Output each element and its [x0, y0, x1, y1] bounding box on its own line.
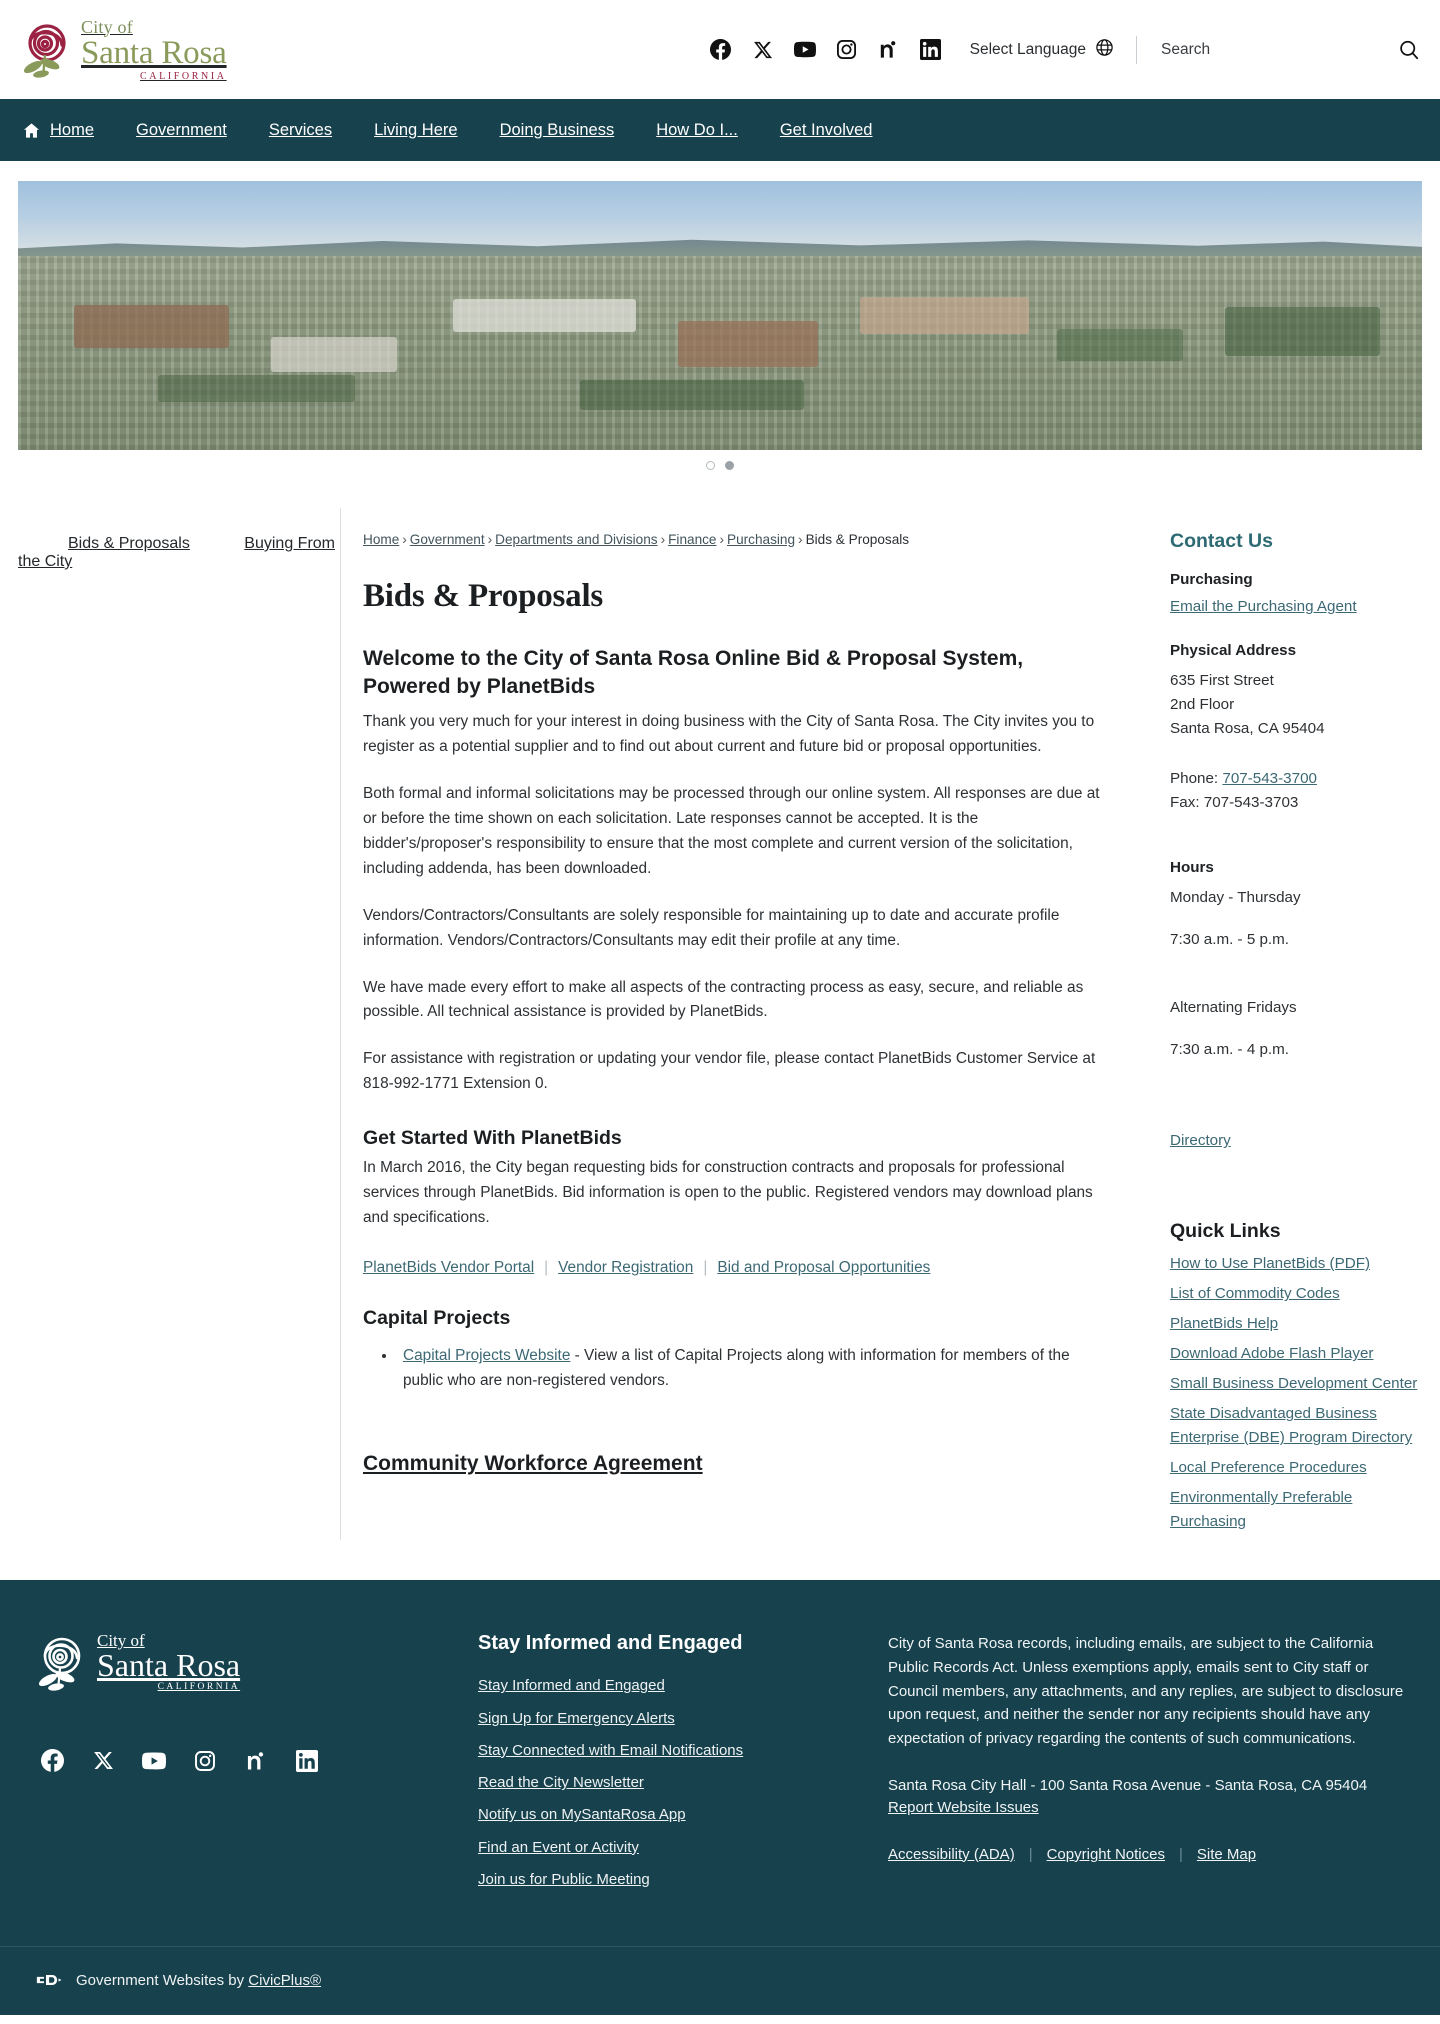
physical-address-label: Physical Address: [1170, 642, 1297, 659]
footer-bottom-bar: [0, 1946, 1440, 2015]
page-body: [0, 490, 1440, 1580]
welcome-paragraph-5: For assistance with registration or updating your vendor file, please contact PlanetBids Customer Service at 818-992-1771 Extension 0.: [363, 1050, 1096, 1093]
footer-link-email-notifications[interactable]: Stay Connected with Email Notifications: [478, 1741, 744, 1759]
footer-link-stay-informed[interactable]: Stay Informed and Engaged: [478, 1677, 665, 1695]
link-separator: |: [544, 1259, 549, 1277]
footer-logo-name-text: Santa Rosa: [97, 1647, 241, 1684]
instagram-icon[interactable]: [193, 1749, 217, 1773]
rose-logo-icon: [36, 1634, 88, 1692]
hours-line-1: Monday - Thursday: [1170, 889, 1301, 907]
capital-projects-list: [397, 1344, 1106, 1394]
footer-city-hall-address: Santa Rosa City Hall - 100 Santa Rosa Avenue - Santa Rosa, CA 95404: [888, 1776, 1368, 1794]
footer-report-issues-row: [888, 1797, 1412, 1820]
footer-link-public-meeting[interactable]: Join us for Public Meeting: [478, 1870, 650, 1888]
get-started-paragraph: In March 2016, the City began requesting bids for construction contracts and proposals for professional services through PlanetBids. Bid information is open to the public. Registered vendors may download plans and specifications.: [363, 1159, 1093, 1227]
phone-row: [1170, 767, 1422, 791]
footer-logo-column: [18, 1632, 478, 1900]
quick-link-small-business-development-center[interactable]: Small Business Development Center: [1170, 1375, 1418, 1393]
footer-legal-column: [888, 1632, 1422, 1900]
footer-logo[interactable]: [36, 1632, 478, 1693]
hours-label: Hours: [1170, 859, 1214, 877]
breadcrumb-separator: ›: [719, 532, 725, 547]
footer-main: [0, 1580, 1440, 1946]
list-item: [397, 1344, 1106, 1394]
link-vendor-registration[interactable]: Vendor Registration: [558, 1259, 694, 1277]
main-content: [340, 508, 1142, 1540]
breadcrumb-separator: ›: [660, 532, 666, 547]
nextdoor-icon[interactable]: [244, 1749, 268, 1773]
address-line-3: Santa Rosa, CA 95404: [1170, 720, 1325, 738]
breadcrumb-departments[interactable]: Departments and Divisions: [495, 532, 658, 547]
address-line-2: 2nd Floor: [1170, 696, 1235, 714]
quick-link-how-to-use-planetbids[interactable]: How to Use PlanetBids (PDF): [1170, 1255, 1371, 1273]
logo-state-text: CALIFORNIA: [140, 70, 227, 82]
x-twitter-icon[interactable]: [752, 39, 774, 61]
welcome-paragraph-3: Vendors/Contractors/Consultants are solely responsible for maintaining up to date and accurate profile information. Vendors/Contractors/Consultants may edit their profile at any time.: [363, 906, 1060, 949]
footer-logo-wordmark: [97, 1632, 240, 1693]
link-separator: |: [1178, 1845, 1183, 1863]
sidebar-item-bids-proposals[interactable]: Bids & Proposals: [68, 535, 190, 552]
phone-link[interactable]: 707-543-3700: [1222, 770, 1317, 788]
breadcrumb-purchasing[interactable]: Purchasing: [727, 532, 796, 547]
contact-department-label: Purchasing: [1170, 571, 1253, 588]
planetbids-link-row: [363, 1259, 1106, 1277]
hero-image: [18, 181, 1422, 450]
footer-link-copyright-notices[interactable]: Copyright Notices: [1046, 1845, 1165, 1863]
quick-link-local-preference-procedures[interactable]: Local Preference Procedures: [1170, 1459, 1367, 1477]
footer-link-mysantarosa-app[interactable]: Notify us on MySantaRosa App: [478, 1806, 686, 1824]
footer-logo-city-text: City of: [97, 1631, 145, 1651]
footer-link-site-map[interactable]: Site Map: [1196, 1845, 1257, 1863]
youtube-icon[interactable]: [794, 39, 816, 61]
quick-link-commodity-codes[interactable]: List of Commodity Codes: [1170, 1285, 1340, 1303]
header-utility-area: [710, 36, 1422, 64]
capital-projects-description: - View a list of Capital Projects along with information for members of the public who are non-registered vendors.: [403, 1347, 1070, 1390]
nav-item-how-do-i[interactable]: How Do I...: [656, 120, 738, 139]
nav-item-doing-business[interactable]: Doing Business: [499, 120, 615, 139]
hours-line-4: 7:30 a.m. - 4 p.m.: [1170, 1041, 1290, 1059]
youtube-icon[interactable]: [142, 1749, 166, 1773]
footer-link-find-event[interactable]: Find an Event or Activity: [478, 1838, 639, 1856]
footer-attribution: [76, 1972, 321, 1989]
civicplus-link[interactable]: CivicPlus®: [248, 1971, 322, 1989]
address-line-1: 635 First Street: [1170, 672, 1274, 689]
quick-link-environmentally-preferable-purchasing[interactable]: Environmentally Preferable Purchasing: [1170, 1489, 1353, 1531]
header-social-links: [710, 39, 942, 61]
nav-item-services[interactable]: Services: [268, 120, 333, 139]
logo-city-text: City of: [81, 16, 133, 37]
footer-legal-links: [888, 1846, 1412, 1863]
welcome-paragraph-4: We have made every effort to make all aspects of the contracting process as easy, secure, and reliable as possible. All technical assistance is provided by PlanetBids.: [363, 978, 1084, 1021]
breadcrumb-separator: ›: [798, 532, 803, 547]
instagram-icon[interactable]: [836, 39, 858, 61]
site-footer: [0, 1580, 1440, 2015]
breadcrumb-finance[interactable]: Finance: [668, 532, 717, 547]
search-button[interactable]: [1396, 37, 1422, 63]
linkedin-icon[interactable]: [295, 1749, 319, 1773]
breadcrumb-separator: ›: [487, 532, 493, 547]
footer-records-disclaimer: City of Santa Rosa records, including emails, are subject to the California Public Records Act. Unless exemptions apply, emails sent to City staff or Council members, any attachments, and any replies, are subject to disclosure upon request, and neither the sender nor any recipients should have any expectation of privacy regarding the contents of such communications.: [888, 1635, 1404, 1748]
breadcrumb-separator: ›: [402, 532, 407, 547]
right-sidebar: [1142, 508, 1422, 1540]
page-title: Bids & Proposals: [363, 578, 604, 615]
footer-link-report-website-issues[interactable]: Report Website Issues: [888, 1799, 1039, 1817]
breadcrumb-government[interactable]: Government: [409, 532, 485, 547]
link-separator: |: [1028, 1845, 1033, 1863]
hero-sky: [18, 181, 1422, 251]
logo-wordmark: [81, 18, 227, 82]
footer-link-emergency-alerts[interactable]: Sign Up for Emergency Alerts: [478, 1709, 675, 1727]
language-selector[interactable]: [970, 38, 1136, 62]
email-purchasing-agent-link[interactable]: Email the Purchasing Agent: [1170, 598, 1357, 615]
quick-link-adobe-flash-player[interactable]: Download Adobe Flash Player: [1170, 1345, 1374, 1363]
left-sidebar: [18, 508, 340, 1540]
get-started-heading: Get Started With PlanetBids: [363, 1127, 622, 1150]
footer-links-column: [478, 1632, 888, 1900]
x-twitter-icon[interactable]: [91, 1749, 115, 1773]
facebook-icon[interactable]: [40, 1749, 64, 1773]
nav-item-get-involved[interactable]: Get Involved: [779, 120, 873, 139]
logo-name-text: Santa Rosa: [81, 34, 227, 71]
directory-link[interactable]: Directory: [1170, 1132, 1231, 1150]
rose-logo-icon: [21, 21, 73, 79]
hours-line-3: Alternating Fridays: [1170, 999, 1297, 1017]
search-input[interactable]: [1161, 41, 1396, 59]
link-capital-projects-website[interactable]: Capital Projects Website: [403, 1347, 571, 1365]
breadcrumb-current: Bids & Proposals: [805, 532, 910, 547]
breadcrumb: [363, 530, 1106, 549]
sidebar-item-buying-from-the-city[interactable]: Buying From the City: [18, 535, 335, 570]
site-logo[interactable]: [18, 18, 227, 82]
carousel-dots: [18, 450, 1422, 490]
welcome-paragraph-2: Both formal and informal solicitations may be processed through our online system. All responses are due at or before the time shown on each solicitation. Late responses cannot be accepted. It is the bidder's/proposer's responsibility to ensure that the most complete and current version of the solicitation, including addenda, has been downloaded.: [363, 784, 1100, 877]
carousel-dot-1[interactable]: [706, 461, 715, 470]
quick-link-planetbids-help[interactable]: PlanetBids Help: [1170, 1315, 1279, 1333]
footer-link-accessibility[interactable]: Accessibility (ADA): [888, 1845, 1015, 1863]
link-planetbids-vendor-portal[interactable]: PlanetBids Vendor Portal: [363, 1259, 535, 1277]
home-icon: [22, 121, 41, 140]
footer-link-city-newsletter[interactable]: Read the City Newsletter: [478, 1774, 644, 1792]
footer-logo-state-text: CALIFORNIA: [157, 1682, 241, 1693]
capital-projects-heading: Capital Projects: [363, 1307, 511, 1330]
footer-attribution-prefix: Government Websites by: [76, 1971, 249, 1989]
footer-social-links: [36, 1749, 478, 1773]
breadcrumb-home[interactable]: Home: [363, 532, 400, 547]
fax-line: Fax: 707-543-3703: [1170, 794, 1299, 812]
globe-icon: [1095, 38, 1114, 62]
contact-us-heading: Contact Us: [1170, 530, 1273, 552]
nav-item-living-here[interactable]: Living Here: [374, 120, 458, 139]
civicplus-logo-icon: [36, 1971, 62, 1989]
quick-links-heading: Quick Links: [1170, 1220, 1281, 1243]
facebook-icon[interactable]: [710, 39, 732, 61]
site-header: [0, 0, 1440, 99]
welcome-paragraph-1: Thank you very much for your interest in doing business with the City of Santa Rosa. The City invites you to register as a potential supplier and to find out about current and future bid or proposal opportunities.: [363, 712, 1095, 755]
nav-item-home[interactable]: [18, 99, 115, 161]
carousel-dot-2[interactable]: [725, 461, 734, 470]
nextdoor-icon[interactable]: [878, 39, 900, 61]
welcome-heading: Welcome to the City of Santa Rosa Online Bid & Proposal System, Powered by PlanetBids: [363, 647, 1024, 698]
quick-link-dbe-program-directory[interactable]: State Disadvantaged Business Enterprise (DBE) Program Directory: [1170, 1405, 1413, 1447]
site-search: [1137, 37, 1422, 63]
nav-item-government[interactable]: Government: [136, 120, 227, 139]
community-workforce-agreement-link[interactable]: Community Workforce Agreement: [363, 1452, 703, 1476]
linkedin-icon[interactable]: [920, 39, 942, 61]
primary-navigation: [0, 99, 1440, 161]
hours-line-2: 7:30 a.m. - 5 p.m.: [1170, 931, 1290, 949]
quick-links-list: [1170, 1252, 1422, 1534]
language-selector-label: Select Language: [969, 40, 1086, 58]
link-separator: |: [703, 1259, 708, 1277]
phone-label: Phone:: [1170, 770, 1219, 788]
nav-item-home-label: Home: [50, 120, 95, 139]
link-bid-and-proposal-opportunities[interactable]: Bid and Proposal Opportunities: [717, 1259, 931, 1277]
hero-carousel: [0, 161, 1440, 490]
footer-stay-informed-heading: Stay Informed and Engaged: [478, 1632, 743, 1655]
